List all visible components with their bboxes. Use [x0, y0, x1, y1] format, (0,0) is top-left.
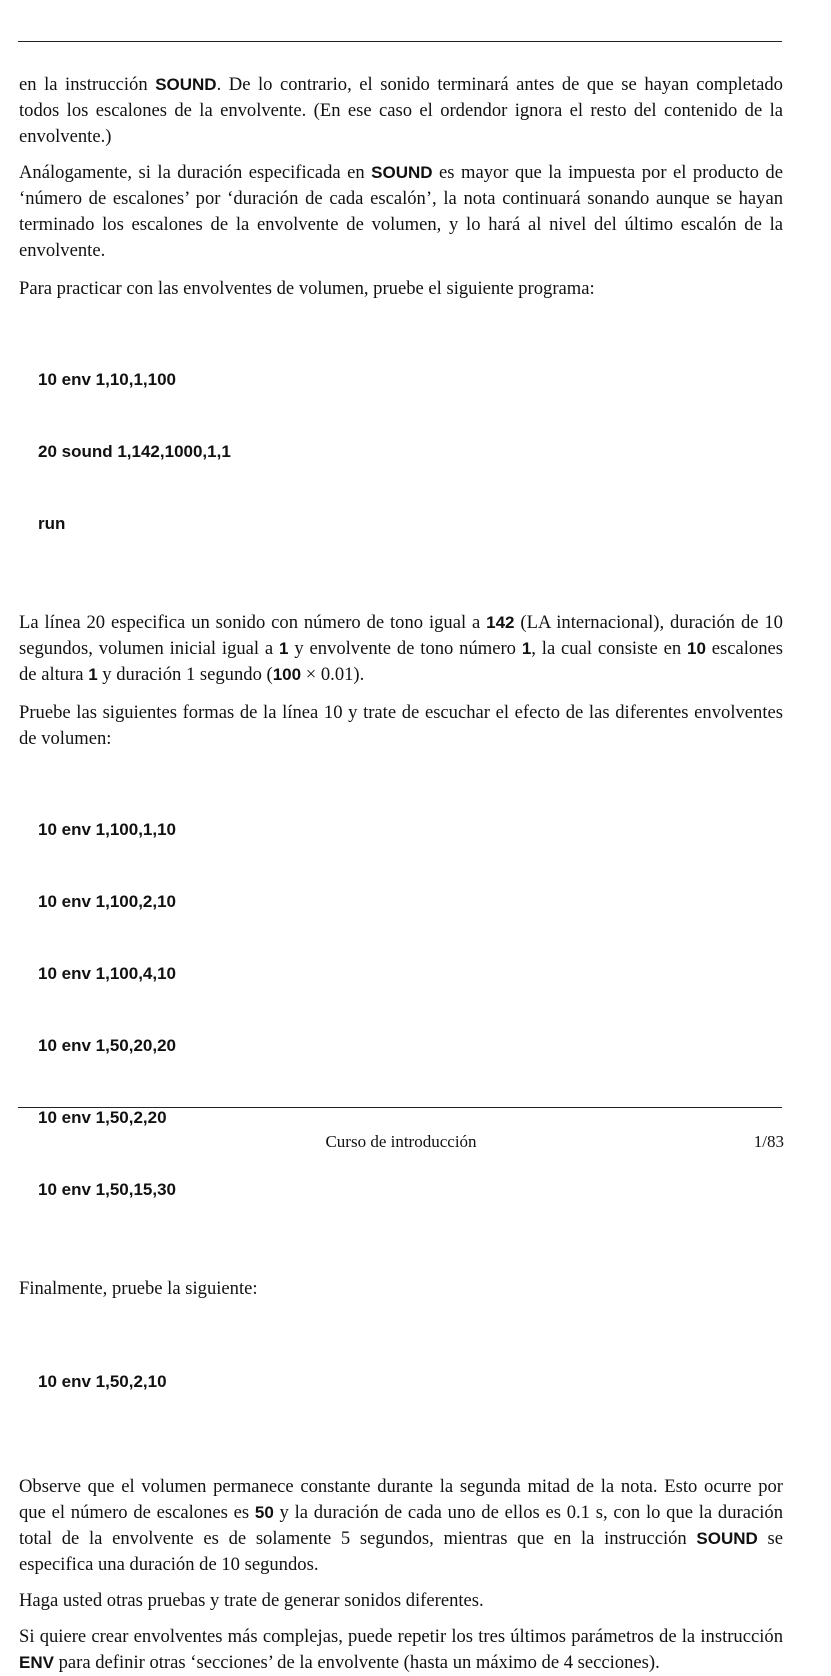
- text: para definir otras ‘secciones’ de la envolvente (hasta un máximo de 4 secciones).: [53, 1652, 660, 1673]
- paragraph-5: [19, 700, 783, 752]
- code-block-variants: [19, 770, 783, 1250]
- header-rule: [18, 41, 782, 42]
- code-block-final: [19, 1322, 783, 1442]
- code-line: 10 env 1,50,20,20: [38, 1036, 177, 1055]
- text: × 0.01).: [301, 664, 365, 685]
- value-50: 50: [254, 1503, 274, 1522]
- paragraph-2: [19, 160, 783, 264]
- code-line: 10 env 1,100,4,10: [38, 964, 177, 983]
- code-line: 10 env 1,50,15,30: [38, 1180, 177, 1199]
- text: . De lo contrario, el sonido terminará antes de que se hayan completado todos los escalones de la envolvente. (En ese caso el ordendor ignora el resto del contenido de la envolvente.): [19, 74, 783, 147]
- code-line: 10 env 1,10,1,100: [38, 370, 177, 389]
- value-10: 10: [686, 639, 706, 658]
- code-line: 10 env 1,100,2,10: [38, 892, 177, 911]
- value-142: 142: [486, 613, 515, 632]
- code-line: 20 sound 1,142,1000,1,1: [38, 442, 231, 461]
- text: y envolvente de tono número: [288, 638, 522, 659]
- text: Si quiere crear envolventes más complejas, puede repetir los tres últimos parámetros de la instrucción: [19, 1626, 783, 1647]
- keyword-sound: SOUND: [696, 1529, 758, 1548]
- text: en la instrucción: [19, 74, 156, 95]
- text: es mayor que la impuesta por el producto de ‘número de escalones’ por ‘duración de cada escalón’, la nota continuará sonando aunque se hayan terminado los escalones de la envolvente de volumen, y lo hará al nivel del último escalón de la envolvente.: [19, 162, 783, 261]
- page-body: [19, 72, 783, 1676]
- paragraph-9: [19, 1624, 783, 1676]
- page-footer: [0, 1132, 831, 1156]
- text: La línea 20 especifica un sonido con número de tono igual a: [19, 612, 487, 633]
- text: Para practicar con las envolventes de volumen, pruebe el siguiente programa:: [19, 278, 595, 299]
- text: y duración 1 segundo (: [97, 664, 273, 685]
- text: , la cual consiste en: [531, 638, 687, 659]
- keyword-sound: SOUND: [371, 163, 433, 182]
- paragraph-7: [19, 1474, 783, 1578]
- text: se especifica una duración de 10 segundos.: [19, 1528, 783, 1575]
- code-line: 10 env 1,100,1,10: [38, 820, 177, 839]
- paragraph-1: [19, 72, 783, 150]
- text: Análogamente, si la duración especificada en: [19, 162, 372, 183]
- text: y la duración de cada uno de ellos es 0.1 s, con lo que la duración total de la envolvente es de solamente 5 segundos, mientras que en la instrucción: [19, 1502, 783, 1549]
- text: escalones de altura: [19, 638, 783, 685]
- value-1: 1: [88, 665, 98, 684]
- value-1: 1: [279, 639, 289, 658]
- code-line: 10 env 1,50,2,20: [38, 1108, 167, 1127]
- value-1: 1: [521, 639, 532, 658]
- keyword-sound: SOUND: [155, 75, 217, 94]
- code-line: 10 env 1,50,2,10: [38, 1372, 167, 1391]
- text: Finalmente, pruebe la siguiente:: [19, 1278, 258, 1299]
- paragraph-8: [19, 1588, 783, 1614]
- footer-rule: [18, 1107, 782, 1108]
- paragraph-4: [19, 610, 783, 688]
- value-100: 100: [272, 665, 302, 684]
- code-line: run: [38, 514, 66, 533]
- text: Observe que el volumen permanece constante durante la segunda mitad de la nota. Esto ocurre por que el número de escalones es: [19, 1476, 783, 1523]
- keyword-env: ENV: [19, 1653, 54, 1672]
- footer-title: Curso de introducción: [325, 1132, 477, 1151]
- text: Pruebe las siguientes formas de la línea 10 y trate de escuchar el efecto de las diferentes envolventes de volumen:: [19, 702, 783, 749]
- paragraph-3: [19, 276, 783, 302]
- code-block-program: [19, 320, 783, 584]
- text: (LA internacional), duración de 10 segundos, volumen inicial igual a: [19, 612, 783, 659]
- page-number: 1/83: [753, 1132, 784, 1151]
- text: Haga usted otras pruebas y trate de generar sonidos diferentes.: [19, 1590, 484, 1611]
- paragraph-6: [19, 1276, 783, 1302]
